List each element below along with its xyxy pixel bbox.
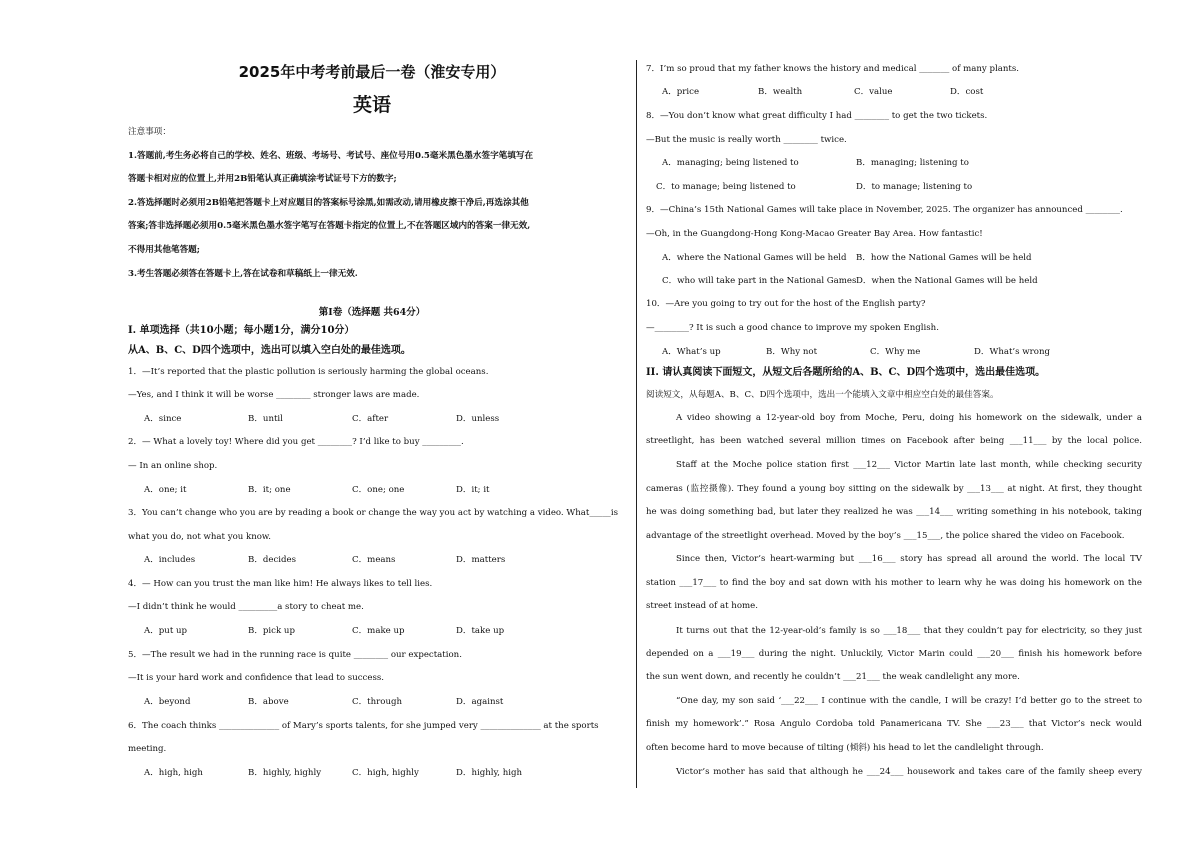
question-stem: 10．—Are you going to try out for the host of the English party? bbox=[646, 299, 926, 309]
option-a: A．price bbox=[662, 87, 700, 97]
section1-heading: I. 单项选择（共10小题；每小题1分，满分10分） bbox=[128, 325, 355, 336]
passage-line: “One day, my son said ‘___22___ I continue with the candle, I will be crazy! I’d better go to the street to bbox=[676, 696, 1142, 706]
question-stem: 8．—You don’t know what great difficulty I had ________ to get the two tickets. bbox=[646, 111, 988, 121]
passage-line: finish my homework’.” Rosa Angulo Cordoba told Panamericana TV. She ___23___ that Victor’s neck would bbox=[646, 719, 1142, 729]
question-stem: —But the music is really worth ________ twice. bbox=[646, 135, 847, 145]
section2-heading: II. 请认真阅读下面短文，从短文后各题所给的A、B、C、D四个选项中，选出最佳选项。 bbox=[646, 367, 1046, 378]
question-stem: 2．— What a lovely toy! Where did you get ________? I’d like to buy _________. bbox=[128, 437, 464, 447]
exam-subject: 英语 bbox=[352, 94, 391, 116]
answer-options bbox=[144, 554, 560, 566]
question-stem: 6．The coach thinks ______________ of Mary’s sports talents, for she jumped very ______________ at the sports bbox=[128, 721, 599, 731]
option-c: C．value bbox=[854, 87, 893, 97]
option-a: A．where the National Games will be held bbox=[662, 253, 847, 263]
notice-line: 2.答选择题时必须用2B铅笔把答题卡上对应题目的答案标号涂黑,如需改动,请用橡皮擦干净后,再选涂其他 bbox=[128, 198, 529, 208]
passage-line: the sun went down, and recently he couldn’t ___21___ the weak candlelight any more. bbox=[646, 672, 1020, 682]
answer-options bbox=[656, 181, 1046, 193]
passage-line: Victor’s mother has said that although he ___24___ housework and takes care of the family sheep every bbox=[676, 767, 1142, 777]
option-d: D．when the National Games will be held bbox=[856, 276, 1038, 286]
question-stem: meeting. bbox=[128, 744, 167, 754]
option-b: B．above bbox=[248, 697, 289, 707]
option-a: A．managing; being listened to bbox=[662, 158, 799, 168]
option-b: B．wealth bbox=[758, 87, 803, 97]
question-stem: 4．— How can you trust the man like him! He always likes to tell lies. bbox=[128, 579, 433, 589]
passage-line: It turns out that the 12-year-old’s family is so ___18___ that they couldn’t pay for electricity, so they just bbox=[676, 626, 1142, 636]
passage-line: often become hard to move because of tilting (倾斜) his head to let the candlelight through. bbox=[646, 743, 1044, 753]
question-stem: 9．—China’s 15th National Games will take place in November, 2025. The organizer has announced ________. bbox=[646, 205, 1123, 215]
option-a: A．includes bbox=[144, 555, 196, 565]
option-c: C．to manage; being listened to bbox=[656, 182, 796, 192]
right-column bbox=[646, 0, 1142, 849]
passage-line: cameras (监控摄像). They found a young boy sitting on the sidewalk by ___13___ at night. At first, they thought bbox=[646, 484, 1142, 494]
question-stem: what you do, not what you know. bbox=[128, 532, 272, 542]
option-a: A．beyond bbox=[144, 697, 191, 707]
passage-line: station ___17___ to find the boy and sat down with his mother to learn why he was doing his homework on the bbox=[646, 578, 1142, 588]
answer-options bbox=[662, 157, 1046, 169]
option-c: C．who will take part in the National Games bbox=[662, 276, 857, 286]
section2-instruction: 阅读短文，从每题A、B、C、D四个选项中，选出一个能填入文章中相应空白处的最佳答案。 bbox=[646, 390, 999, 400]
answer-options bbox=[662, 275, 1046, 287]
option-c: C．after bbox=[352, 414, 389, 424]
option-c: C．make up bbox=[352, 626, 405, 636]
question-stem: 3．You can’t change who you are by reading a book or change the way you act by watching a video. What_____is bbox=[128, 508, 618, 518]
option-a: A．high, high bbox=[144, 768, 203, 778]
notice-line: 答题卡相对应的位置上,并用2B铅笔认真正确填涂考试证号下方的数字; bbox=[128, 174, 397, 184]
option-a: A．put up bbox=[144, 626, 188, 636]
column-divider bbox=[636, 60, 637, 788]
option-c: C．Why me bbox=[870, 347, 921, 357]
option-d: D．highly, high bbox=[456, 768, 523, 778]
question-stem: —Yes, and I think it will be worse ________ stronger laws are made. bbox=[128, 390, 420, 400]
option-c: C．means bbox=[352, 555, 396, 565]
part1-title: 第Ⅰ卷（选择题 共64分） bbox=[318, 307, 426, 318]
answer-options bbox=[662, 346, 1078, 358]
option-b: B．Why not bbox=[766, 347, 818, 357]
passage-line: advantage of the streetlight overhead. Moved by the boy’s ___15___, the police shared the video on Facebook. bbox=[646, 531, 1125, 541]
option-b: B．it; one bbox=[248, 485, 291, 495]
question-stem: —Oh, in the Guangdong-Hong Kong-Macao Greater Bay Area. How fantastic! bbox=[646, 229, 983, 239]
option-a: A．What’s up bbox=[662, 347, 721, 357]
question-stem: —I didn’t think he would _________a story to cheat me. bbox=[128, 602, 364, 612]
option-b: B．managing; listening to bbox=[856, 158, 969, 168]
question-stem: —It is your hard work and confidence that lead to success. bbox=[128, 673, 384, 683]
answer-options bbox=[144, 484, 560, 496]
question-stem: — In an online shop. bbox=[128, 461, 218, 471]
notice-line: 3.考生答题必须答在答题卡上,答在试卷和草稿纸上一律无效. bbox=[128, 269, 358, 279]
passage-line: he was doing something bad, but later they realized he was ___14___ writing something in his notebook, taking bbox=[646, 507, 1142, 517]
option-c: C．through bbox=[352, 697, 403, 707]
option-d: D．to manage; listening to bbox=[856, 182, 973, 192]
notice-line: 不得用其他笔答题; bbox=[128, 245, 200, 255]
option-a: A．one; it bbox=[144, 485, 187, 495]
passage-line: Staff at the Moche police station first ___12___ Victor Martin late last month, while checking security bbox=[676, 460, 1142, 470]
option-b: B．how the National Games will be held bbox=[856, 253, 1032, 263]
question-stem: —________? It is such a good chance to improve my spoken English. bbox=[646, 323, 939, 333]
option-d: D．take up bbox=[456, 626, 505, 636]
section1-instruction: 从A、B、C、D四个选项中，选出可以填入空白处的最佳选项。 bbox=[128, 345, 411, 356]
passage-line: A video showing a 12-year-old boy from Moche, Peru, doing his homework on the sidewalk, under a bbox=[676, 413, 1142, 423]
exam-title: 2025年中考考前最后一卷（淮安专用） bbox=[238, 63, 506, 81]
question-stem: 7．I’m so proud that my father knows the history and medical _______ of many plants. bbox=[646, 64, 1020, 74]
answer-options bbox=[144, 767, 560, 779]
option-b: B．decides bbox=[248, 555, 297, 565]
option-d: D．matters bbox=[456, 555, 506, 565]
option-d: D．against bbox=[456, 697, 504, 707]
question-stem: 5．—The result we had in the running race is quite ________ our expectation. bbox=[128, 650, 462, 660]
notice-heading: 注意事项： bbox=[128, 127, 171, 137]
answer-options bbox=[662, 86, 1046, 98]
answer-options bbox=[144, 696, 560, 708]
answer-options bbox=[144, 413, 560, 425]
question-stem: 1．—It’s reported that the plastic pollution is seriously harming the global oceans. bbox=[128, 367, 489, 377]
option-d: D．What’s wrong bbox=[974, 347, 1050, 357]
notice-line: 答案;答非选择题必须用0.5毫米黑色墨水签字笔写在答题卡指定的位置上,不在答题区域内的答案一律无效, bbox=[128, 221, 531, 231]
passage-line: streetlight, has been watched several million times on Facebook after being ___11___ by the local police. bbox=[646, 436, 1142, 446]
passage-line: street instead of at home. bbox=[646, 601, 758, 611]
left-column bbox=[128, 0, 616, 849]
option-a: A．since bbox=[144, 414, 182, 424]
option-b: B．highly, highly bbox=[248, 768, 322, 778]
option-d: D．cost bbox=[950, 87, 984, 97]
option-b: B．pick up bbox=[248, 626, 295, 636]
option-d: D．it; it bbox=[456, 485, 490, 495]
option-d: D．unless bbox=[456, 414, 500, 424]
answer-options bbox=[662, 252, 1046, 264]
passage-line: Since then, Victor’s heart-warming but ___16___ story has spread all around the world. The local TV bbox=[676, 554, 1142, 564]
option-c: C．one; one bbox=[352, 485, 405, 495]
option-b: B．until bbox=[248, 414, 283, 424]
option-c: C．high, highly bbox=[352, 768, 419, 778]
answer-options bbox=[144, 625, 560, 637]
passage-line: depended on a ___19___ during the night. Unluckily, Victor Marin could ___20___ finish his homework before bbox=[646, 649, 1142, 659]
notice-line: 1.答题前,考生务必将自己的学校、姓名、班级、考场号、考试号、座位号用0.5毫米黑色墨水签字笔填写在 bbox=[128, 151, 534, 161]
